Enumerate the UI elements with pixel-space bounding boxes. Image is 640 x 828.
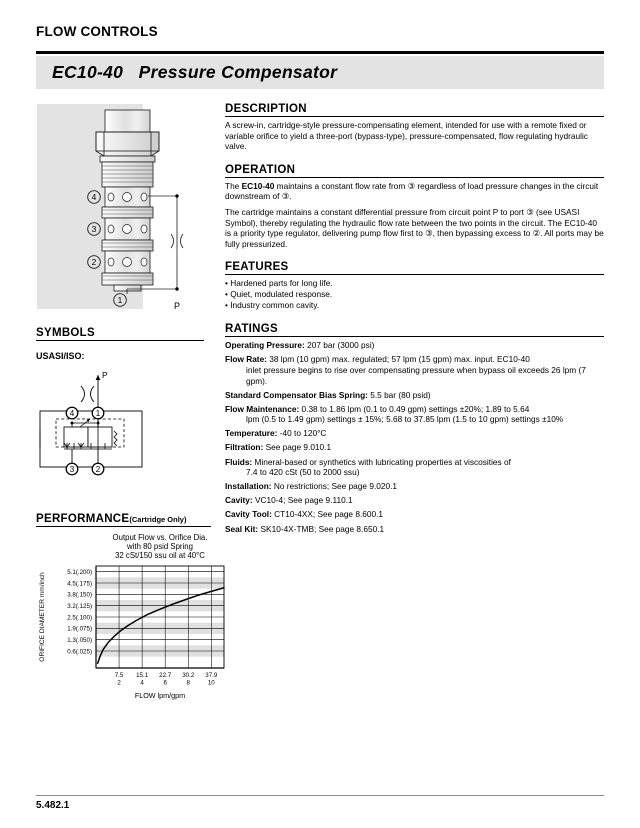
description-block bbox=[225, 103, 604, 152]
symbol-pressure-label: P bbox=[102, 370, 108, 380]
chart-xtick-imperial: 6 bbox=[163, 679, 167, 687]
rating-row bbox=[225, 428, 604, 439]
rating-row bbox=[225, 442, 604, 453]
rating-value: 5.5 bar (80 psid) bbox=[367, 389, 431, 400]
performance-chart bbox=[34, 532, 229, 702]
rating-value: CT10-4XX; See page 8.600.1 bbox=[271, 509, 384, 520]
chart-ytick-label: 3.8(.150) bbox=[67, 591, 92, 599]
symbol-orifice-icon bbox=[81, 386, 94, 402]
rating-value: 38 lpm (10 gpm) max. regulated; 57 lpm (15 gpm) max. input. EC10-40 bbox=[266, 354, 530, 365]
chart-x-axis-label: FLOW lpm/gpm bbox=[134, 691, 186, 700]
performance-heading bbox=[36, 513, 211, 527]
footer-rule bbox=[36, 795, 604, 796]
rating-value: VC10-4; See page 9.110.1 bbox=[252, 495, 353, 506]
rating-row bbox=[225, 354, 604, 386]
cartridge-port-label-4: 4 bbox=[91, 192, 97, 203]
product-title: EC10-40 Pressure Compensator bbox=[52, 62, 338, 82]
chart-xtick-imperial: 10 bbox=[207, 679, 215, 687]
specifications-column bbox=[225, 103, 604, 536]
ratings-list bbox=[225, 340, 604, 534]
rating-label: Seal Kit: bbox=[225, 523, 259, 534]
rating-label: Temperature: bbox=[225, 428, 278, 439]
symbol-port-label-3: 3 bbox=[69, 465, 75, 474]
chart-xtick-imperial: 4 bbox=[140, 679, 144, 687]
chart-ytick-label: 3.2(.125) bbox=[67, 603, 92, 611]
chart-xtick-metric: 30.2 bbox=[182, 672, 195, 679]
performance-heading-sub: (Cartridge Only) bbox=[129, 515, 187, 524]
operation-paragraph-2: The cartridge maintains a constant differential pressure from circuit point P to port ③ (see USASI Symbol), thereby regulating the hydraulic flow rate between the two points in the circuit. The EC10-40 is a priority type regulator, delivering pump flow first to ③, then bypassing excess to ②. All ports may be fully pressurized. bbox=[225, 206, 604, 249]
rating-value: See page 9.010.1 bbox=[263, 442, 332, 453]
list-item: • Industry common cavity. bbox=[225, 300, 604, 311]
rating-value: SK10-4X-TMB; See page 8.650.1 bbox=[258, 523, 385, 534]
page-number: 5.482.1 bbox=[36, 800, 70, 811]
list-item: • Hardened parts for long life. bbox=[225, 278, 604, 289]
symbols-section bbox=[36, 327, 204, 361]
chart-xtick-metric: 37.9 bbox=[205, 672, 218, 679]
rating-value-continued: lpm (0.5 to 1.49 gpm) settings ± 15%; 5.68 to 37.85 lpm (1.5 to 10 gpm) settings ±10% bbox=[246, 414, 564, 425]
list-item: • Quiet, modulated response. bbox=[225, 289, 604, 300]
rating-row bbox=[225, 481, 604, 492]
rating-value: 207 bar (3000 psi) bbox=[304, 340, 375, 351]
chart-ytick-label: 5.1(.200) bbox=[67, 569, 92, 577]
rating-row bbox=[225, 390, 604, 401]
rating-label: Filtration: bbox=[225, 442, 264, 453]
chart-ytick-label: 1.9(.075) bbox=[67, 625, 92, 633]
description-text: A screw-in, cartridge-style pressure-compensating element, intended for use with a remote fixed or variable orifice to yield a three-port (bypass-type), pressure-compensated, flow regulating hydraulic valve. bbox=[225, 120, 588, 152]
chart-xtick-metric: 7.5 bbox=[114, 672, 124, 679]
rating-label: Fluids: bbox=[225, 456, 253, 467]
operation-paragraph-1 bbox=[225, 181, 604, 202]
rating-value: No restrictions; See page 9.020.1 bbox=[271, 481, 398, 492]
rating-row bbox=[225, 495, 604, 506]
chart-title-line3: 32 cSt/150 ssu oil at 40°C bbox=[115, 551, 205, 560]
chart-title-line1: Output Flow vs. Orifice Dia. bbox=[112, 533, 208, 542]
op-p1-pre: The bbox=[225, 180, 242, 191]
rating-label: Operating Pressure: bbox=[225, 340, 305, 351]
chart-xtick-imperial: 8 bbox=[186, 679, 190, 687]
chart-xtick-metric: 15.1 bbox=[136, 672, 149, 679]
ratings-block bbox=[225, 323, 604, 534]
page-header bbox=[36, 24, 604, 39]
rating-row bbox=[225, 340, 604, 351]
op-p1-post: maintains a constant flow rate from ③ regardless of load pressure changes in the circuit downstream of ③. bbox=[225, 180, 599, 202]
chart-title-line2: with 80 psid Spring bbox=[127, 542, 193, 551]
chart-xtick-imperial: 2 bbox=[117, 679, 121, 687]
description-heading: DESCRIPTION bbox=[225, 103, 604, 117]
chart-ytick-label: 4.5(.175) bbox=[67, 580, 92, 588]
rating-label: Cavity Tool: bbox=[225, 509, 272, 520]
category-title: FLOW CONTROLS bbox=[36, 24, 158, 39]
rating-row bbox=[225, 524, 604, 535]
op-p1-model: EC10-40 bbox=[241, 180, 275, 191]
operation-block bbox=[225, 164, 604, 250]
performance-heading-text: PERFORMANCE bbox=[36, 513, 130, 525]
symbol-port-label-1: 1 bbox=[95, 409, 101, 418]
features-list bbox=[225, 278, 604, 310]
usasi-iso-symbol-diagram bbox=[36, 367, 206, 492]
cartridge-port-label-2: 2 bbox=[91, 257, 97, 268]
rating-value: -40 to 120°C bbox=[277, 428, 327, 439]
cartridge-port-label-3: 3 bbox=[91, 224, 97, 235]
symbol-spring-icon bbox=[114, 431, 117, 446]
operation-heading: OPERATION bbox=[225, 164, 604, 178]
rating-row bbox=[225, 509, 604, 520]
rating-value-continued: inlet pressure begins to rise over compensating pressure when bypass oil exceeds 26 lpm (7 gpm). bbox=[246, 364, 586, 386]
rating-label: Flow Maintenance: bbox=[225, 403, 300, 414]
ratings-heading: RATINGS bbox=[225, 323, 604, 337]
product-title-bar bbox=[36, 56, 604, 89]
performance-section bbox=[36, 513, 211, 527]
symbols-standard-label: USASI/ISO: bbox=[36, 351, 85, 361]
rating-label: Cavity: bbox=[225, 495, 253, 506]
symbols-heading: SYMBOLS bbox=[36, 327, 204, 341]
features-block bbox=[225, 261, 604, 310]
header-rule bbox=[36, 51, 604, 54]
rating-label: Installation: bbox=[225, 481, 272, 492]
rating-row bbox=[225, 457, 604, 478]
chart-y-axis-label: ORIFICE DIAMETER mm/inch bbox=[39, 572, 46, 662]
rating-value: 0.38 to 1.86 lpm (0.1 to 0.49 gpm) settings ±20%; 1.89 to 5.64 bbox=[299, 403, 530, 414]
features-heading: FEATURES bbox=[225, 261, 604, 275]
rating-value-continued: 7.4 to 420 cSt (50 to 2000 ssu) bbox=[246, 467, 360, 478]
rating-label: Standard Compensator Bias Spring: bbox=[225, 389, 368, 400]
rating-label: Flow Rate: bbox=[225, 354, 267, 365]
symbol-port-label-4: 4 bbox=[69, 409, 75, 418]
chart-ytick-label: 2.5(.100) bbox=[67, 614, 92, 622]
chart-ytick-label: 1.3(.050) bbox=[67, 637, 92, 645]
chart-xtick-metric: 22.7 bbox=[159, 672, 172, 679]
cartridge-drawing bbox=[36, 104, 221, 312]
rating-row bbox=[225, 404, 604, 425]
cartridge-pressure-label: P bbox=[173, 301, 181, 311]
cartridge-port-label-1: 1 bbox=[117, 295, 123, 306]
chart-ytick-label: 0.6(.025) bbox=[67, 648, 92, 656]
symbol-port-label-2: 2 bbox=[95, 465, 101, 474]
rating-value: Mineral-based or synthetics with lubricating properties at viscosities of bbox=[252, 456, 511, 467]
